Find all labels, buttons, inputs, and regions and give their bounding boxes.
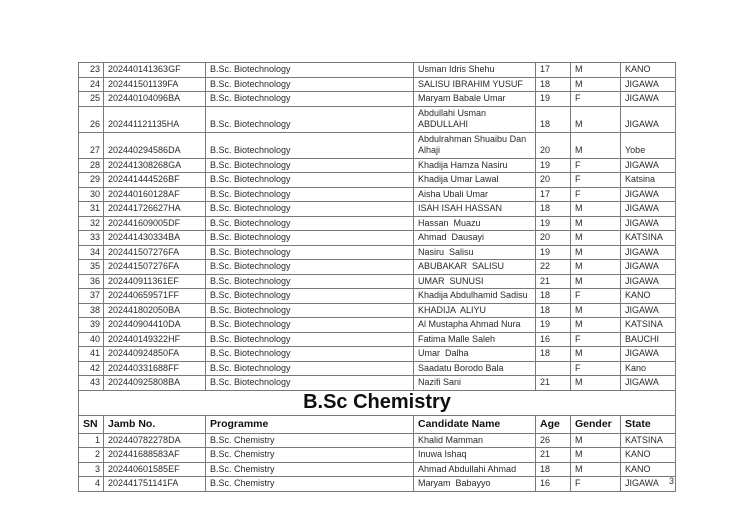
cell-candidate_name: Umar Dalha — [414, 347, 536, 362]
cell-jamb_no: 202441308268GA — [104, 158, 206, 173]
cell-sn: 29 — [79, 173, 104, 188]
cell-gender: M — [571, 448, 621, 463]
cell-programme: B.Sc. Biotechnology — [206, 202, 414, 217]
cell-state: JIGAWA — [621, 245, 676, 260]
cell-jamb_no: 202440911361EF — [104, 274, 206, 289]
cell-sn: 36 — [79, 274, 104, 289]
cell-sn: 1 — [79, 433, 104, 448]
cell-candidate_name: Maryam Babayyo — [414, 477, 536, 492]
cell-gender: M — [571, 318, 621, 333]
cell-programme: B.Sc. Chemistry — [206, 462, 414, 477]
cell-state: Yobe — [621, 132, 676, 158]
cell-gender: F — [571, 187, 621, 202]
cell-jamb_no: 202440925808BA — [104, 376, 206, 391]
cell-age — [536, 361, 571, 376]
cell-candidate_name: Nasiru Salisu — [414, 245, 536, 260]
cell-programme: B.Sc. Biotechnology — [206, 318, 414, 333]
cell-candidate_name: Abdulrahman Shuaibu Dan Alhaji — [414, 132, 536, 158]
cell-candidate_name: Aisha Ubali Umar — [414, 187, 536, 202]
cell-jamb_no: 202440104096BA — [104, 92, 206, 107]
cell-gender: M — [571, 132, 621, 158]
cell-candidate_name: ABUBAKAR SALISU — [414, 260, 536, 275]
cell-age: 21 — [536, 376, 571, 391]
cell-sn: 3 — [79, 462, 104, 477]
cell-sn: 30 — [79, 187, 104, 202]
cell-state: KANO — [621, 63, 676, 78]
cell-state: KANO — [621, 448, 676, 463]
cell-state: Kano — [621, 361, 676, 376]
cell-candidate_name: ISAH ISAH HASSAN — [414, 202, 536, 217]
cell-candidate_name: Ahmad Dausayi — [414, 231, 536, 246]
table-row — [79, 202, 676, 217]
cell-gender: F — [571, 289, 621, 304]
cell-programme: B.Sc. Biotechnology — [206, 347, 414, 362]
cell-sn: 4 — [79, 477, 104, 492]
cell-age: 16 — [536, 477, 571, 492]
cell-age: 18 — [536, 347, 571, 362]
column-header-candidate_name: Candidate Name — [414, 415, 536, 433]
cell-programme: B.Sc. Biotechnology — [206, 376, 414, 391]
cell-programme: B.Sc. Biotechnology — [206, 187, 414, 202]
cell-jamb_no: 202440160128AF — [104, 187, 206, 202]
cell-candidate_name: Khadija Hamza Nasiru — [414, 158, 536, 173]
cell-age: 21 — [536, 448, 571, 463]
cell-jamb_no: 202440141363GF — [104, 63, 206, 78]
table-row — [79, 158, 676, 173]
cell-sn: 32 — [79, 216, 104, 231]
cell-state: JIGAWA — [621, 274, 676, 289]
cell-state: KATSINA — [621, 433, 676, 448]
cell-programme: B.Sc. Biotechnology — [206, 132, 414, 158]
table-row — [79, 361, 676, 376]
cell-gender: F — [571, 173, 621, 188]
cell-jamb_no: 202441507276FA — [104, 260, 206, 275]
page-number: 3 — [669, 476, 675, 486]
cell-programme: B.Sc. Biotechnology — [206, 361, 414, 376]
table-row — [79, 462, 676, 477]
cell-state: JIGAWA — [621, 303, 676, 318]
cell-sn: 27 — [79, 132, 104, 158]
cell-sn: 38 — [79, 303, 104, 318]
cell-candidate_name: Khalid Mamman — [414, 433, 536, 448]
cell-state: KATSINA — [621, 318, 676, 333]
table-row — [79, 77, 676, 92]
cell-programme: B.Sc. Biotechnology — [206, 173, 414, 188]
table-row — [79, 187, 676, 202]
cell-sn: 23 — [79, 63, 104, 78]
table-row — [79, 245, 676, 260]
cell-jamb_no: 202440331688FF — [104, 361, 206, 376]
cell-age: 19 — [536, 92, 571, 107]
cell-candidate_name: Khadija Umar Lawal — [414, 173, 536, 188]
cell-age: 18 — [536, 202, 571, 217]
cell-jamb_no: 202441609005DF — [104, 216, 206, 231]
cell-state: Katsina — [621, 173, 676, 188]
cell-gender: M — [571, 274, 621, 289]
cell-jamb_no: 202440904410DA — [104, 318, 206, 333]
cell-jamb_no: 202441751141FA — [104, 477, 206, 492]
cell-jamb_no: 202440294586DA — [104, 132, 206, 158]
cell-gender: F — [571, 158, 621, 173]
cell-state: JIGAWA — [621, 106, 676, 132]
cell-gender: F — [571, 92, 621, 107]
table-row — [79, 433, 676, 448]
cell-gender: M — [571, 433, 621, 448]
cell-gender: M — [571, 260, 621, 275]
cell-age: 20 — [536, 231, 571, 246]
cell-jamb_no: 202441444526BF — [104, 173, 206, 188]
cell-gender: M — [571, 303, 621, 318]
cell-programme: B.Sc. Biotechnology — [206, 231, 414, 246]
cell-gender: M — [571, 216, 621, 231]
cell-sn: 41 — [79, 347, 104, 362]
cell-age: 22 — [536, 260, 571, 275]
table-row — [79, 63, 676, 78]
cell-age: 20 — [536, 132, 571, 158]
cell-candidate_name: Hassan Muazu — [414, 216, 536, 231]
column-header-programme: Programme — [206, 415, 414, 433]
cell-gender: M — [571, 231, 621, 246]
cell-sn: 40 — [79, 332, 104, 347]
cell-age: 21 — [536, 274, 571, 289]
cell-sn: 25 — [79, 92, 104, 107]
table-row — [79, 216, 676, 231]
cell-gender: M — [571, 347, 621, 362]
cell-candidate_name: Fatima Malle Saleh — [414, 332, 536, 347]
cell-programme: B.Sc. Chemistry — [206, 448, 414, 463]
table-row — [79, 173, 676, 188]
cell-programme: B.Sc. Biotechnology — [206, 245, 414, 260]
column-header-gender: Gender — [571, 415, 621, 433]
cell-programme: B.Sc. Biotechnology — [206, 158, 414, 173]
biotechnology-table-body — [79, 63, 676, 391]
cell-candidate_name: Khadija Abdulhamid Sadisu — [414, 289, 536, 304]
table-row — [79, 318, 676, 333]
cell-programme: B.Sc. Biotechnology — [206, 63, 414, 78]
chemistry-section-head — [79, 390, 676, 433]
cell-candidate_name: Saadatu Borodo Bala — [414, 361, 536, 376]
cell-programme: B.Sc. Biotechnology — [206, 332, 414, 347]
cell-age: 26 — [536, 433, 571, 448]
cell-sn: 34 — [79, 245, 104, 260]
table-header-row — [79, 415, 676, 433]
cell-age: 20 — [536, 173, 571, 188]
cell-programme: B.Sc. Biotechnology — [206, 106, 414, 132]
cell-sn: 24 — [79, 77, 104, 92]
cell-state: BAUCHI — [621, 332, 676, 347]
cell-gender: M — [571, 462, 621, 477]
cell-age: 19 — [536, 158, 571, 173]
cell-jamb_no: 202441121135HA — [104, 106, 206, 132]
cell-gender: F — [571, 477, 621, 492]
cell-gender: F — [571, 332, 621, 347]
cell-jamb_no: 202440149322HF — [104, 332, 206, 347]
cell-programme: B.Sc. Biotechnology — [206, 216, 414, 231]
cell-programme: B.Sc. Chemistry — [206, 433, 414, 448]
cell-state: JIGAWA — [621, 92, 676, 107]
table-row — [79, 477, 676, 492]
cell-state: JIGAWA — [621, 477, 676, 492]
cell-jamb_no: 202441688583AF — [104, 448, 206, 463]
cell-age: 18 — [536, 462, 571, 477]
cell-programme: B.Sc. Biotechnology — [206, 303, 414, 318]
table-row — [79, 347, 676, 362]
cell-jamb_no: 202440659571FF — [104, 289, 206, 304]
cell-programme: B.Sc. Biotechnology — [206, 260, 414, 275]
cell-age: 19 — [536, 216, 571, 231]
cell-sn: 28 — [79, 158, 104, 173]
cell-candidate_name: KHADIJA ALIYU — [414, 303, 536, 318]
cell-gender: M — [571, 77, 621, 92]
cell-age: 17 — [536, 187, 571, 202]
cell-age: 18 — [536, 106, 571, 132]
cell-candidate_name: Inuwa Ishaq — [414, 448, 536, 463]
column-header-age: Age — [536, 415, 571, 433]
table-row — [79, 231, 676, 246]
cell-jamb_no: 202441501139FA — [104, 77, 206, 92]
cell-state: JIGAWA — [621, 347, 676, 362]
cell-candidate_name: Usman Idris Shehu — [414, 63, 536, 78]
cell-gender: M — [571, 376, 621, 391]
cell-sn: 43 — [79, 376, 104, 391]
chemistry-table-body — [79, 433, 676, 491]
cell-age: 18 — [536, 289, 571, 304]
table-row — [79, 92, 676, 107]
cell-jamb_no: 202440782278DA — [104, 433, 206, 448]
cell-state: JIGAWA — [621, 376, 676, 391]
admission-list-table — [78, 62, 676, 492]
cell-sn: 31 — [79, 202, 104, 217]
cell-candidate_name: Al Mustapha Ahmad Nura — [414, 318, 536, 333]
table-row — [79, 332, 676, 347]
cell-jamb_no: 202441430334BA — [104, 231, 206, 246]
cell-state: JIGAWA — [621, 77, 676, 92]
cell-state: JIGAWA — [621, 202, 676, 217]
cell-gender: M — [571, 63, 621, 78]
cell-state: JIGAWA — [621, 260, 676, 275]
cell-age: 18 — [536, 77, 571, 92]
cell-age: 16 — [536, 332, 571, 347]
cell-sn: 42 — [79, 361, 104, 376]
cell-programme: B.Sc. Biotechnology — [206, 289, 414, 304]
cell-state: JIGAWA — [621, 216, 676, 231]
column-header-state: State — [621, 415, 676, 433]
cell-age: 19 — [536, 318, 571, 333]
cell-age: 19 — [536, 245, 571, 260]
cell-programme: B.Sc. Chemistry — [206, 477, 414, 492]
cell-candidate_name: SALISU IBRAHIM YUSUF — [414, 77, 536, 92]
cell-sn: 39 — [79, 318, 104, 333]
cell-sn: 33 — [79, 231, 104, 246]
column-header-sn: SN — [79, 415, 104, 433]
cell-state: KANO — [621, 289, 676, 304]
cell-jamb_no: 202441507276FA — [104, 245, 206, 260]
cell-state: JIGAWA — [621, 187, 676, 202]
cell-state: JIGAWA — [621, 158, 676, 173]
cell-age: 17 — [536, 63, 571, 78]
table-row — [79, 303, 676, 318]
cell-jamb_no: 202440601585EF — [104, 462, 206, 477]
table-row — [79, 106, 676, 132]
table-row — [79, 132, 676, 158]
table-row — [79, 260, 676, 275]
cell-age: 18 — [536, 303, 571, 318]
cell-candidate_name: Abdullahi Usman ABDULLAHI — [414, 106, 536, 132]
cell-sn: 2 — [79, 448, 104, 463]
section-title-row — [79, 390, 676, 415]
cell-sn: 37 — [79, 289, 104, 304]
cell-state: KATSINA — [621, 231, 676, 246]
cell-gender: M — [571, 245, 621, 260]
cell-programme: B.Sc. Biotechnology — [206, 274, 414, 289]
cell-gender: F — [571, 361, 621, 376]
cell-programme: B.Sc. Biotechnology — [206, 92, 414, 107]
section-title: B.Sc Chemistry — [79, 390, 676, 415]
cell-sn: 35 — [79, 260, 104, 275]
cell-candidate_name: Nazifi Sani — [414, 376, 536, 391]
cell-jamb_no: 202440924850FA — [104, 347, 206, 362]
cell-gender: M — [571, 202, 621, 217]
cell-candidate_name: UMAR SUNUSI — [414, 274, 536, 289]
cell-jamb_no: 202441802050BA — [104, 303, 206, 318]
cell-gender: M — [571, 106, 621, 132]
cell-sn: 26 — [79, 106, 104, 132]
column-header-jamb_no: Jamb No. — [104, 415, 206, 433]
table-row — [79, 448, 676, 463]
cell-programme: B.Sc. Biotechnology — [206, 77, 414, 92]
cell-jamb_no: 202441726627HA — [104, 202, 206, 217]
cell-candidate_name: Ahmad Abdullahi Ahmad — [414, 462, 536, 477]
table-row — [79, 376, 676, 391]
cell-candidate_name: Maryam Babale Umar — [414, 92, 536, 107]
table-row — [79, 289, 676, 304]
table-row — [79, 274, 676, 289]
cell-state: KANO — [621, 462, 676, 477]
